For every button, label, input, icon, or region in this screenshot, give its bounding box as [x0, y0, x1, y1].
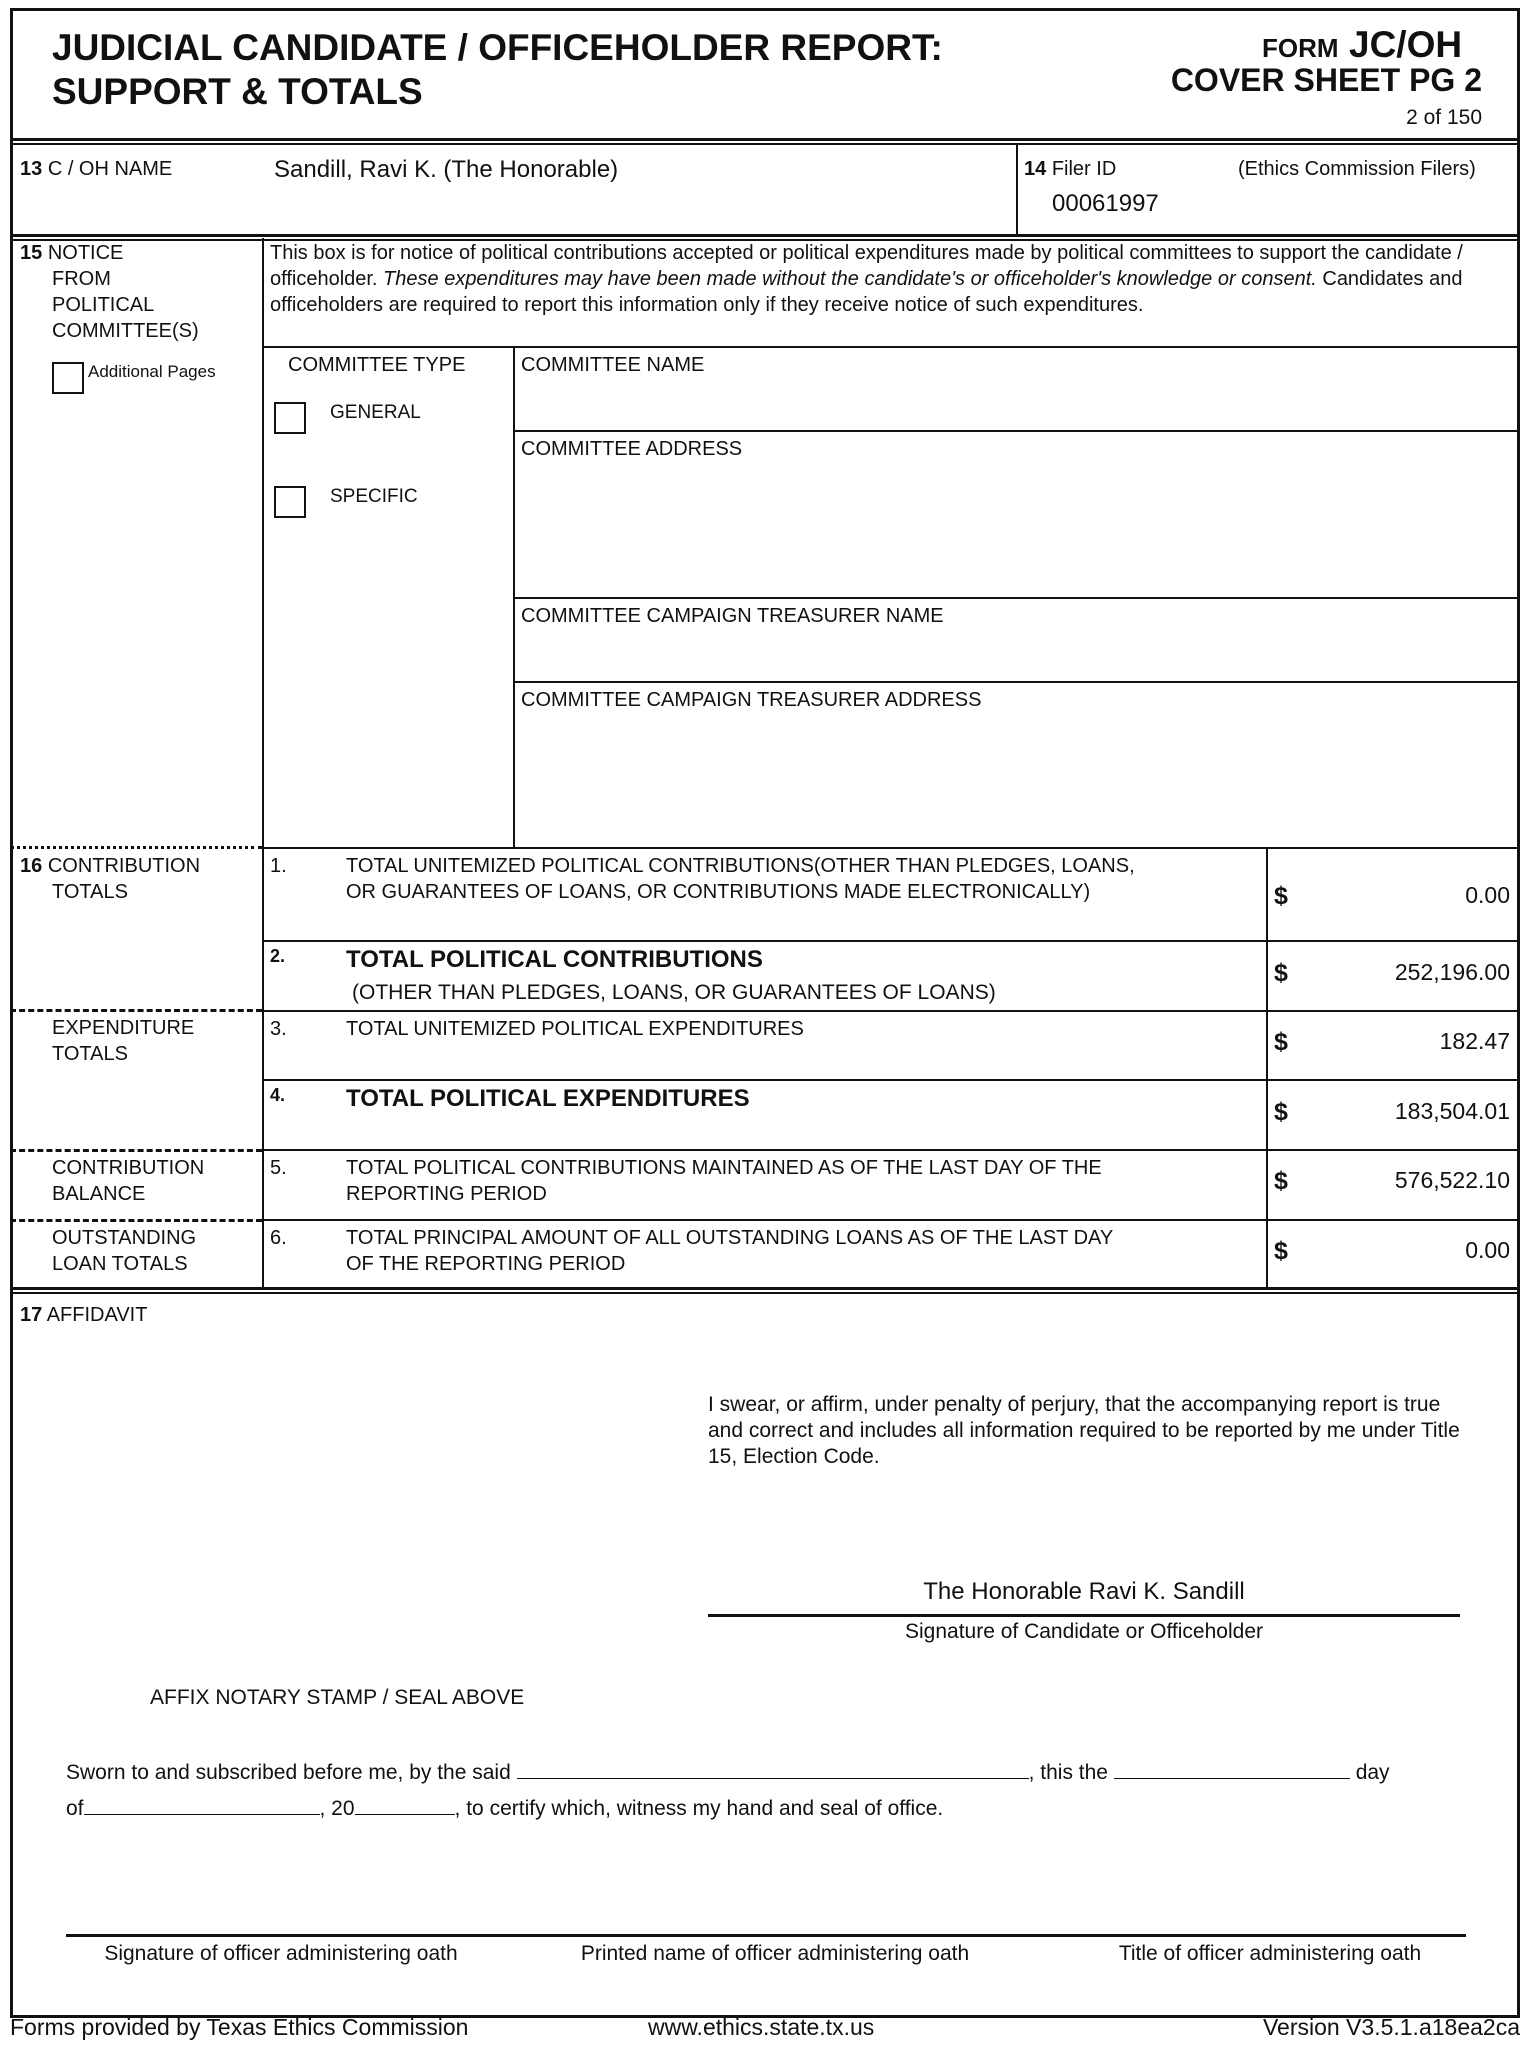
item-1-amount: 0.00 — [1465, 882, 1510, 908]
contribution-balance-line1: CONTRIBUTION — [52, 1157, 205, 1179]
section-15-label-line2: FROM — [52, 268, 111, 290]
item-4-line1: TOTAL POLITICAL EXPENDITURES — [346, 1085, 750, 1112]
form-word: FORM — [1262, 33, 1339, 63]
item-1-line1: TOTAL UNITEMIZED POLITICAL CONTRIBUTIONS(OTHER THAN PLEDGES, LOANS, — [346, 855, 1135, 877]
page-count: 2 of 150 — [1406, 106, 1482, 129]
item-2-number: 2. — [270, 946, 286, 966]
report-title-line1: JUDICIAL CANDIDATE / OFFICEHOLDER REPORT: — [52, 27, 943, 68]
item-4-divider — [262, 1149, 1520, 1151]
footer-version: Version V3.5.1.a18ea2ca — [1262, 2014, 1520, 2040]
general-checkbox[interactable] — [274, 402, 306, 434]
item-5-amount: 576,522.10 — [1394, 1167, 1510, 1193]
additional-pages-checkbox[interactable] — [52, 362, 84, 394]
item-6-line2: OF THE REPORTING PERIOD — [346, 1253, 626, 1275]
sworn-statement-line2: of , 20 , to certify which, witness my hand and seal of office. — [66, 1792, 943, 1821]
item-2-line2: (OTHER THAN PLEDGES, LOANS, OR GUARANTEES OF LOANS) — [352, 981, 996, 1004]
section-17-divider-b — [10, 1292, 1520, 1294]
left-column-divider — [262, 238, 264, 1288]
section-15-label-line4: COMMITTEE(S) — [52, 320, 199, 342]
treasurer-name-label: COMMITTEE CAMPAIGN TREASURER NAME — [521, 605, 944, 627]
item-5-dollar: $ — [1274, 1167, 1288, 1195]
notice-divider — [262, 346, 1520, 348]
candidate-signature-caption: Signature of Candidate or Officeholder — [904, 1620, 1263, 1643]
specific-label: SPECIFIC — [330, 486, 418, 507]
oath-text: I swear, or affirm, under penalty of perjury, that the accompanying report is true and correct and includes all information required to be reported by me under Title 15, Election Code. — [708, 1393, 1460, 1468]
item-1-divider — [262, 940, 1520, 942]
sworn-day-blank[interactable] — [1114, 1756, 1350, 1779]
item-2-amount: 252,196.00 — [1394, 959, 1510, 985]
section-16-dotted-divider — [10, 846, 262, 849]
section-16-top-divider — [262, 847, 1520, 849]
expenditure-totals-line2: TOTALS — [52, 1043, 128, 1065]
item-1-line2: OR GUARANTEES OF LOANS, OR CONTRIBUTIONS MADE ELECTRONICALLY) — [346, 881, 1091, 903]
officer-signature-caption: Signature of officer administering oath — [104, 1942, 458, 1965]
sworn-year-blank[interactable] — [355, 1792, 455, 1815]
item-3-number: 3. — [270, 1018, 287, 1040]
footer-provided-by: Forms provided by Texas Ethics Commission — [10, 2014, 469, 2040]
additional-pages-label: Additional Pages — [88, 362, 216, 381]
officer-title-caption: Title of officer administering oath — [1118, 1942, 1422, 1965]
general-label: GENERAL — [330, 402, 421, 423]
balance-dash-divider — [10, 1149, 262, 1152]
header-divider-2 — [10, 143, 1520, 145]
section-14-label: 14 Filer ID — [1024, 158, 1117, 180]
item-1-number: 1. — [270, 855, 287, 877]
item-4-dollar: $ — [1274, 1098, 1288, 1126]
form-code: JC/OH — [1349, 24, 1463, 65]
ethics-commission-note: (Ethics Commission Filers) — [1238, 158, 1476, 180]
section-17-label: 17 AFFIDAVIT — [20, 1304, 148, 1326]
candidate-signature-line — [708, 1614, 1460, 1617]
section-16-label: 16 CONTRIBUTION — [20, 855, 201, 877]
footer-website[interactable]: www.ethics.state.tx.us — [648, 2014, 875, 2040]
amount-column-divider — [1266, 847, 1268, 1288]
form-label — [1262, 24, 1462, 66]
item-6-amount: 0.00 — [1465, 1237, 1510, 1263]
item-6-number: 6. — [270, 1227, 287, 1249]
notary-stamp-label: AFFIX NOTARY STAMP / SEAL ABOVE — [150, 1686, 525, 1709]
committee-address-label: COMMITTEE ADDRESS — [521, 438, 743, 460]
section-17-divider — [10, 1287, 1520, 1290]
loans-dash-divider — [10, 1219, 262, 1222]
section-13-label: 13 C / OH NAME — [20, 158, 173, 180]
report-title-line2: SUPPORT & TOTALS — [52, 71, 423, 112]
divider-after-13 — [10, 234, 1520, 237]
expenditure-totals-line1: EXPENDITURE — [52, 1017, 195, 1039]
item-1-dollar: $ — [1274, 882, 1288, 910]
officer-printed-name-caption: Printed name of officer administering oath — [580, 1942, 970, 1965]
item-3-amount: 182.47 — [1439, 1028, 1510, 1054]
committee-address-divider — [513, 597, 1520, 599]
item-4-number: 4. — [270, 1085, 286, 1105]
sworn-month-blank[interactable] — [84, 1792, 320, 1815]
filer-id-value: 00061997 — [1052, 190, 1159, 217]
expenditure-dash-divider — [10, 1009, 262, 1012]
notice-text: This box is for notice of political contributions accepted or political expenditures made by political committees to support the candidate / officeholder. These expenditures may have been made without the candidate's or officeholder's knowledge or consent. Candidates and officeholders are required to report this information only if they receive notice of such expenditures. — [270, 242, 1463, 316]
item-4-amount: 183,504.01 — [1394, 1098, 1510, 1124]
officer-signature-line — [66, 1934, 1466, 1937]
contribution-balance-line2: BALANCE — [52, 1183, 146, 1205]
section-15-label-line3: POLITICAL — [52, 294, 155, 316]
committee-name-label: COMMITTEE NAME — [521, 354, 705, 376]
item-5-divider — [262, 1219, 1520, 1221]
outstanding-loans-line2: LOAN TOTALS — [52, 1253, 188, 1275]
item-2-dollar: $ — [1274, 959, 1288, 987]
cover-sheet-label: COVER SHEET PG 2 — [1170, 62, 1482, 98]
header-divider-1 — [10, 138, 1520, 141]
sworn-by-name-blank[interactable] — [517, 1756, 1029, 1779]
treasurer-address-label: COMMITTEE CAMPAIGN TREASURER ADDRESS — [521, 689, 982, 711]
item-6-line1: TOTAL PRINCIPAL AMOUNT OF ALL OUTSTANDING LOANS AS OF THE LAST DAY — [346, 1227, 1114, 1249]
sworn-statement-line1: Sworn to and subscribed before me, by the said , this the day — [66, 1756, 1390, 1785]
item-3-dollar: $ — [1274, 1028, 1288, 1056]
item-2-divider — [262, 1010, 1520, 1012]
item-3-line1: TOTAL UNITEMIZED POLITICAL EXPENDITURES — [346, 1018, 804, 1040]
candidate-name-value: Sandill, Ravi K. (The Honorable) — [274, 156, 619, 183]
item-2-line1: TOTAL POLITICAL CONTRIBUTIONS — [346, 946, 763, 973]
item-6-dollar: $ — [1274, 1237, 1288, 1265]
candidate-signature: The Honorable Ravi K. Sandill — [923, 1578, 1245, 1605]
outstanding-loans-line1: OUTSTANDING — [52, 1227, 197, 1249]
treasurer-name-divider — [513, 681, 1520, 683]
committee-name-divider — [513, 430, 1520, 432]
section-15-label: 15 NOTICE — [20, 242, 124, 264]
item-5-number: 5. — [270, 1157, 287, 1179]
divider-13-14 — [1016, 144, 1018, 236]
item-3-divider — [262, 1079, 1520, 1081]
contribution-totals-line2: TOTALS — [52, 881, 128, 903]
specific-checkbox[interactable] — [274, 486, 306, 518]
item-5-line2: REPORTING PERIOD — [346, 1183, 547, 1205]
committee-type-label: COMMITTEE TYPE — [288, 354, 466, 376]
item-5-line1: TOTAL POLITICAL CONTRIBUTIONS MAINTAINED AS OF THE LAST DAY OF THE — [346, 1157, 1102, 1179]
